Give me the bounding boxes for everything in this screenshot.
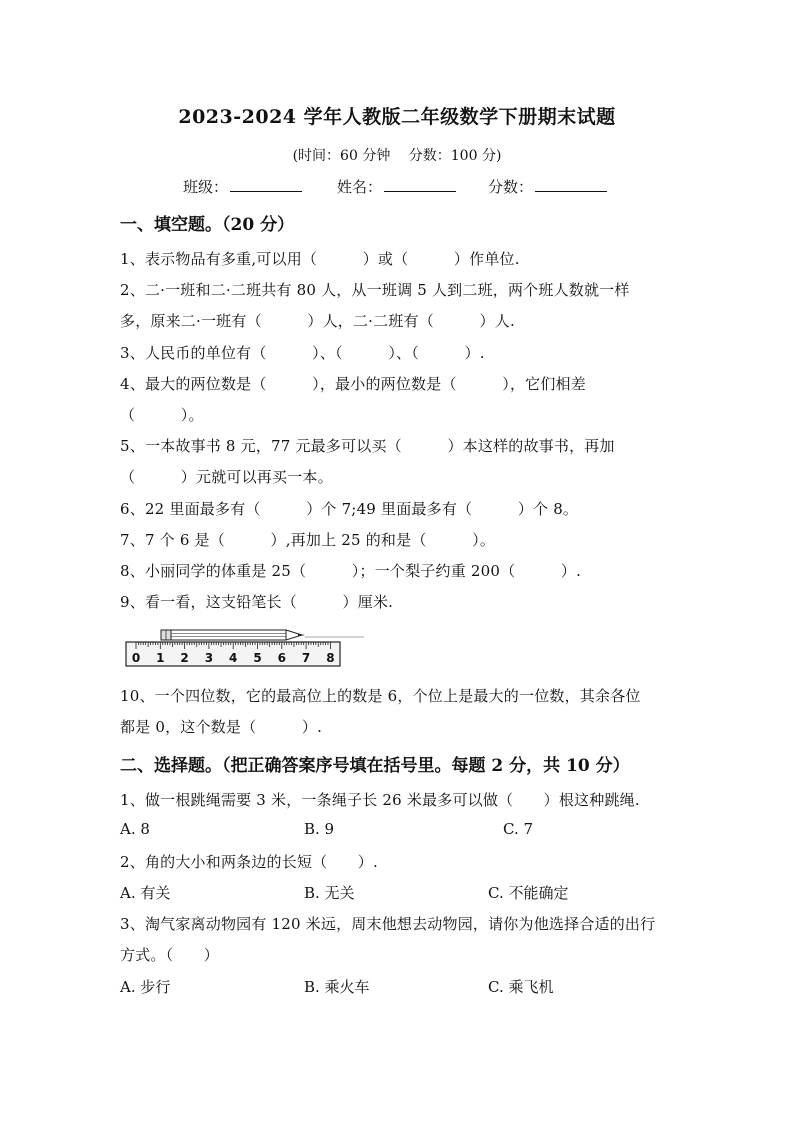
question-3: 3、人民币的单位有（ ）、（ ）、（ ）. [120, 344, 485, 362]
choice-question-3-line-2: 方式。（ ） [120, 946, 219, 964]
ruler-number-4: 4 [229, 651, 238, 665]
ruler-number-3: 3 [204, 651, 214, 665]
ruler-number-5: 5 [253, 651, 262, 665]
question-4-line-1: 4、最大的两位数是（ ），最小的两位数是（ ），它们相差 [120, 375, 586, 393]
question-1: 1、表示物品有多重,可以用（ ）或（ ）作单位. [120, 250, 520, 268]
ruler-number-2: 2 [180, 651, 189, 665]
pencil-ruler-figure [124, 626, 368, 670]
choice-question-2: 2、角的大小和两条边的长短（ ）. [120, 853, 378, 871]
question-8: 8、小丽同学的体重是 25（ ）；一个梨子约重 200（ ）. [120, 562, 582, 580]
question-2-line-2: 多，原来二·一班有（ ）人，二·二班有（ ）人. [120, 312, 515, 330]
name-label: 姓名： [337, 178, 383, 196]
question-4-line-2: （ ）。 [120, 406, 204, 424]
ruler-number-0: 0 [131, 651, 141, 665]
choice-3-option-a[interactable]: A. 步行 [120, 978, 171, 996]
ruler [126, 642, 340, 666]
class-field [183, 176, 302, 197]
score-label: 分数： [488, 178, 534, 196]
ruler-number-1: 1 [156, 651, 165, 665]
question-2-line-1: 2、二·一班和二·二班共有 80 人，从一班调 5 人到二班，两个班人数就一样 [120, 281, 630, 299]
choice-2-option-b[interactable]: B. 无关 [304, 884, 355, 902]
question-10-line-2: 都是 0，这个数是（ ）. [120, 718, 323, 736]
section-fill-in-heading: 一、填空题。（20 分） [120, 215, 295, 235]
choice-question-3-line-1: 3、淘气家离动物园有 120 米远，周末他想去动物园，请你为他选择合适的出行 [120, 915, 656, 933]
name-blank[interactable] [384, 190, 456, 192]
question-6: 6、22 里面最多有（ ）个 7;49 里面最多有（ ）个 8。 [120, 500, 579, 518]
question-5-line-1: 5、一本故事书 8 元，77 元最多可以买（ ）本这样的故事书，再加 [120, 437, 615, 455]
ruler-number-8: 8 [326, 651, 335, 665]
class-blank[interactable] [230, 190, 302, 192]
score-field [488, 176, 607, 197]
question-9: 9、看一看，这支铅笔长（ ）厘米. [120, 593, 394, 611]
score-blank[interactable] [535, 190, 607, 192]
section-choice-heading: 二、选择题。（把正确答案序号填在括号里。每题 2 分，共 10 分） [120, 756, 630, 776]
choice-question-1: 1、做一根跳绳需要 3 米，一条绳子长 26 米最多可以做（ ）根这种跳绳. [120, 791, 640, 809]
ruler-number-7: 7 [301, 651, 311, 665]
question-10-line-1: 10、一个四位数，它的最高位上的数是 6，个位上是最大的一位数，其余各位 [120, 687, 641, 705]
choice-2-option-c[interactable]: C. 不能确定 [488, 884, 569, 902]
choice-3-option-b[interactable]: B. 乘火车 [304, 978, 370, 996]
page-title: 2023-2024 学年人教版二年级数学下册期末试题 [178, 106, 616, 128]
choice-2-option-a[interactable]: A. 有关 [120, 884, 171, 902]
choice-1-option-c[interactable]: C. 7 [503, 820, 534, 838]
question-7: 7、7 个 6 是（ ）,再加上 25 的和是（ ）。 [120, 531, 496, 549]
choice-1-option-a[interactable]: A. 8 [120, 820, 150, 838]
choice-1-option-b[interactable]: B. 9 [304, 820, 335, 838]
class-label: 班级： [183, 178, 229, 196]
pencil-icon [161, 630, 305, 640]
choice-3-option-c[interactable]: C. 乘飞机 [488, 978, 554, 996]
exam-time-score: (时间：60 分钟 分数：100 分) [292, 148, 502, 164]
question-5-line-2: （ ）元就可以再买一本。 [120, 468, 333, 486]
ruler-number-6: 6 [277, 651, 286, 665]
name-field [337, 176, 456, 197]
